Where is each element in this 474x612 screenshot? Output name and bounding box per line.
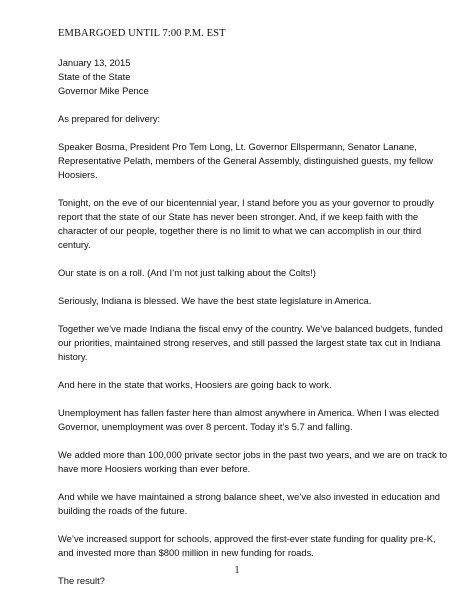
paragraph-line: Representative Pelath, members of the General Assembly, distinguished guests, my fellow [58,155,434,166]
speech-paragraph [58,266,430,280]
paragraph-line: Hoosiers. [58,169,98,180]
speech-speaker: Governor Mike Pence [58,85,149,96]
paragraph-line: have more Hoosiers working than ever before. [58,463,251,474]
speech-paragraph [58,196,434,252]
paragraph-line: Speaker Bosma, President Pro Tem Long, Lt. Governor Ellspermann, Senator Lanane, [58,141,417,152]
embargo-header: EMBARGOED UNTIL 7:00 P.M. EST [58,28,226,39]
paragraph-line: The result? [58,575,105,586]
paragraph-line: Together we’ve made Indiana the fiscal envy of the country. We’ve balanced budgets, funded [58,323,443,334]
paragraph-line: century. [58,239,91,250]
paragraph-line: history. [58,351,88,362]
paragraph-line: Unemployment has fallen faster here than almost anywhere in America. When I was elected [58,407,439,418]
speech-paragraphs [58,140,448,588]
paragraph-line: We added more than 100,000 private sector jobs in the past two years, and we are on track to [58,449,448,460]
speech-paragraph [58,574,430,588]
speech-date: January 13, 2015 [58,57,131,68]
paragraph-line: Tonight, on the eve of our bicentennial year, I stand before you as your governor to proudly [58,197,434,208]
speech-paragraph [58,448,448,476]
speech-paragraph [58,140,434,182]
speech-body [58,56,448,602]
paragraph-line: And here in the state that works, Hoosiers are going back to work. [58,379,332,390]
paragraph-line: building the roads of the future. [58,505,188,516]
paragraph-line: and invested more than $800 million in new funding for roads. [58,547,314,558]
speech-title: State of the State [58,71,131,82]
speech-paragraph [58,532,436,560]
speech-paragraph [58,406,439,434]
page-number: 1 [234,565,240,576]
paragraph-line: And while we have maintained a strong balance sheet, we’ve also invested in education and [58,491,441,502]
paragraph-line: character of our people, together there is no limit to what we can accomplish in our third [58,225,422,236]
paragraph-line: our priorities, maintained strong reserves, and still passed the largest state tax cut in Indiana [58,337,441,348]
paragraph-line: Our state is on a roll. (And I’m not just talking about the Colts!) [58,267,316,278]
speech-paragraph [58,378,430,392]
paragraph-line: Governor, unemployment was over 8 percent. Today it’s 5.7 and falling. [58,421,353,432]
speech-paragraph [58,294,430,308]
delivery-note: As prepared for delivery: [58,113,161,124]
speech-paragraph [58,322,443,364]
speech-paragraph [58,490,441,518]
paragraph-line: report that the state of our State has never been stronger. And, if we keep faith with the [58,211,419,222]
paragraph-line: We’ve increased support for schools, approved the first-ever state funding for quality pre-K, [58,533,436,544]
paragraph-line: Seriously, Indiana is blessed. We have the best state legislature in America. [58,295,372,306]
spacer [58,98,430,112]
